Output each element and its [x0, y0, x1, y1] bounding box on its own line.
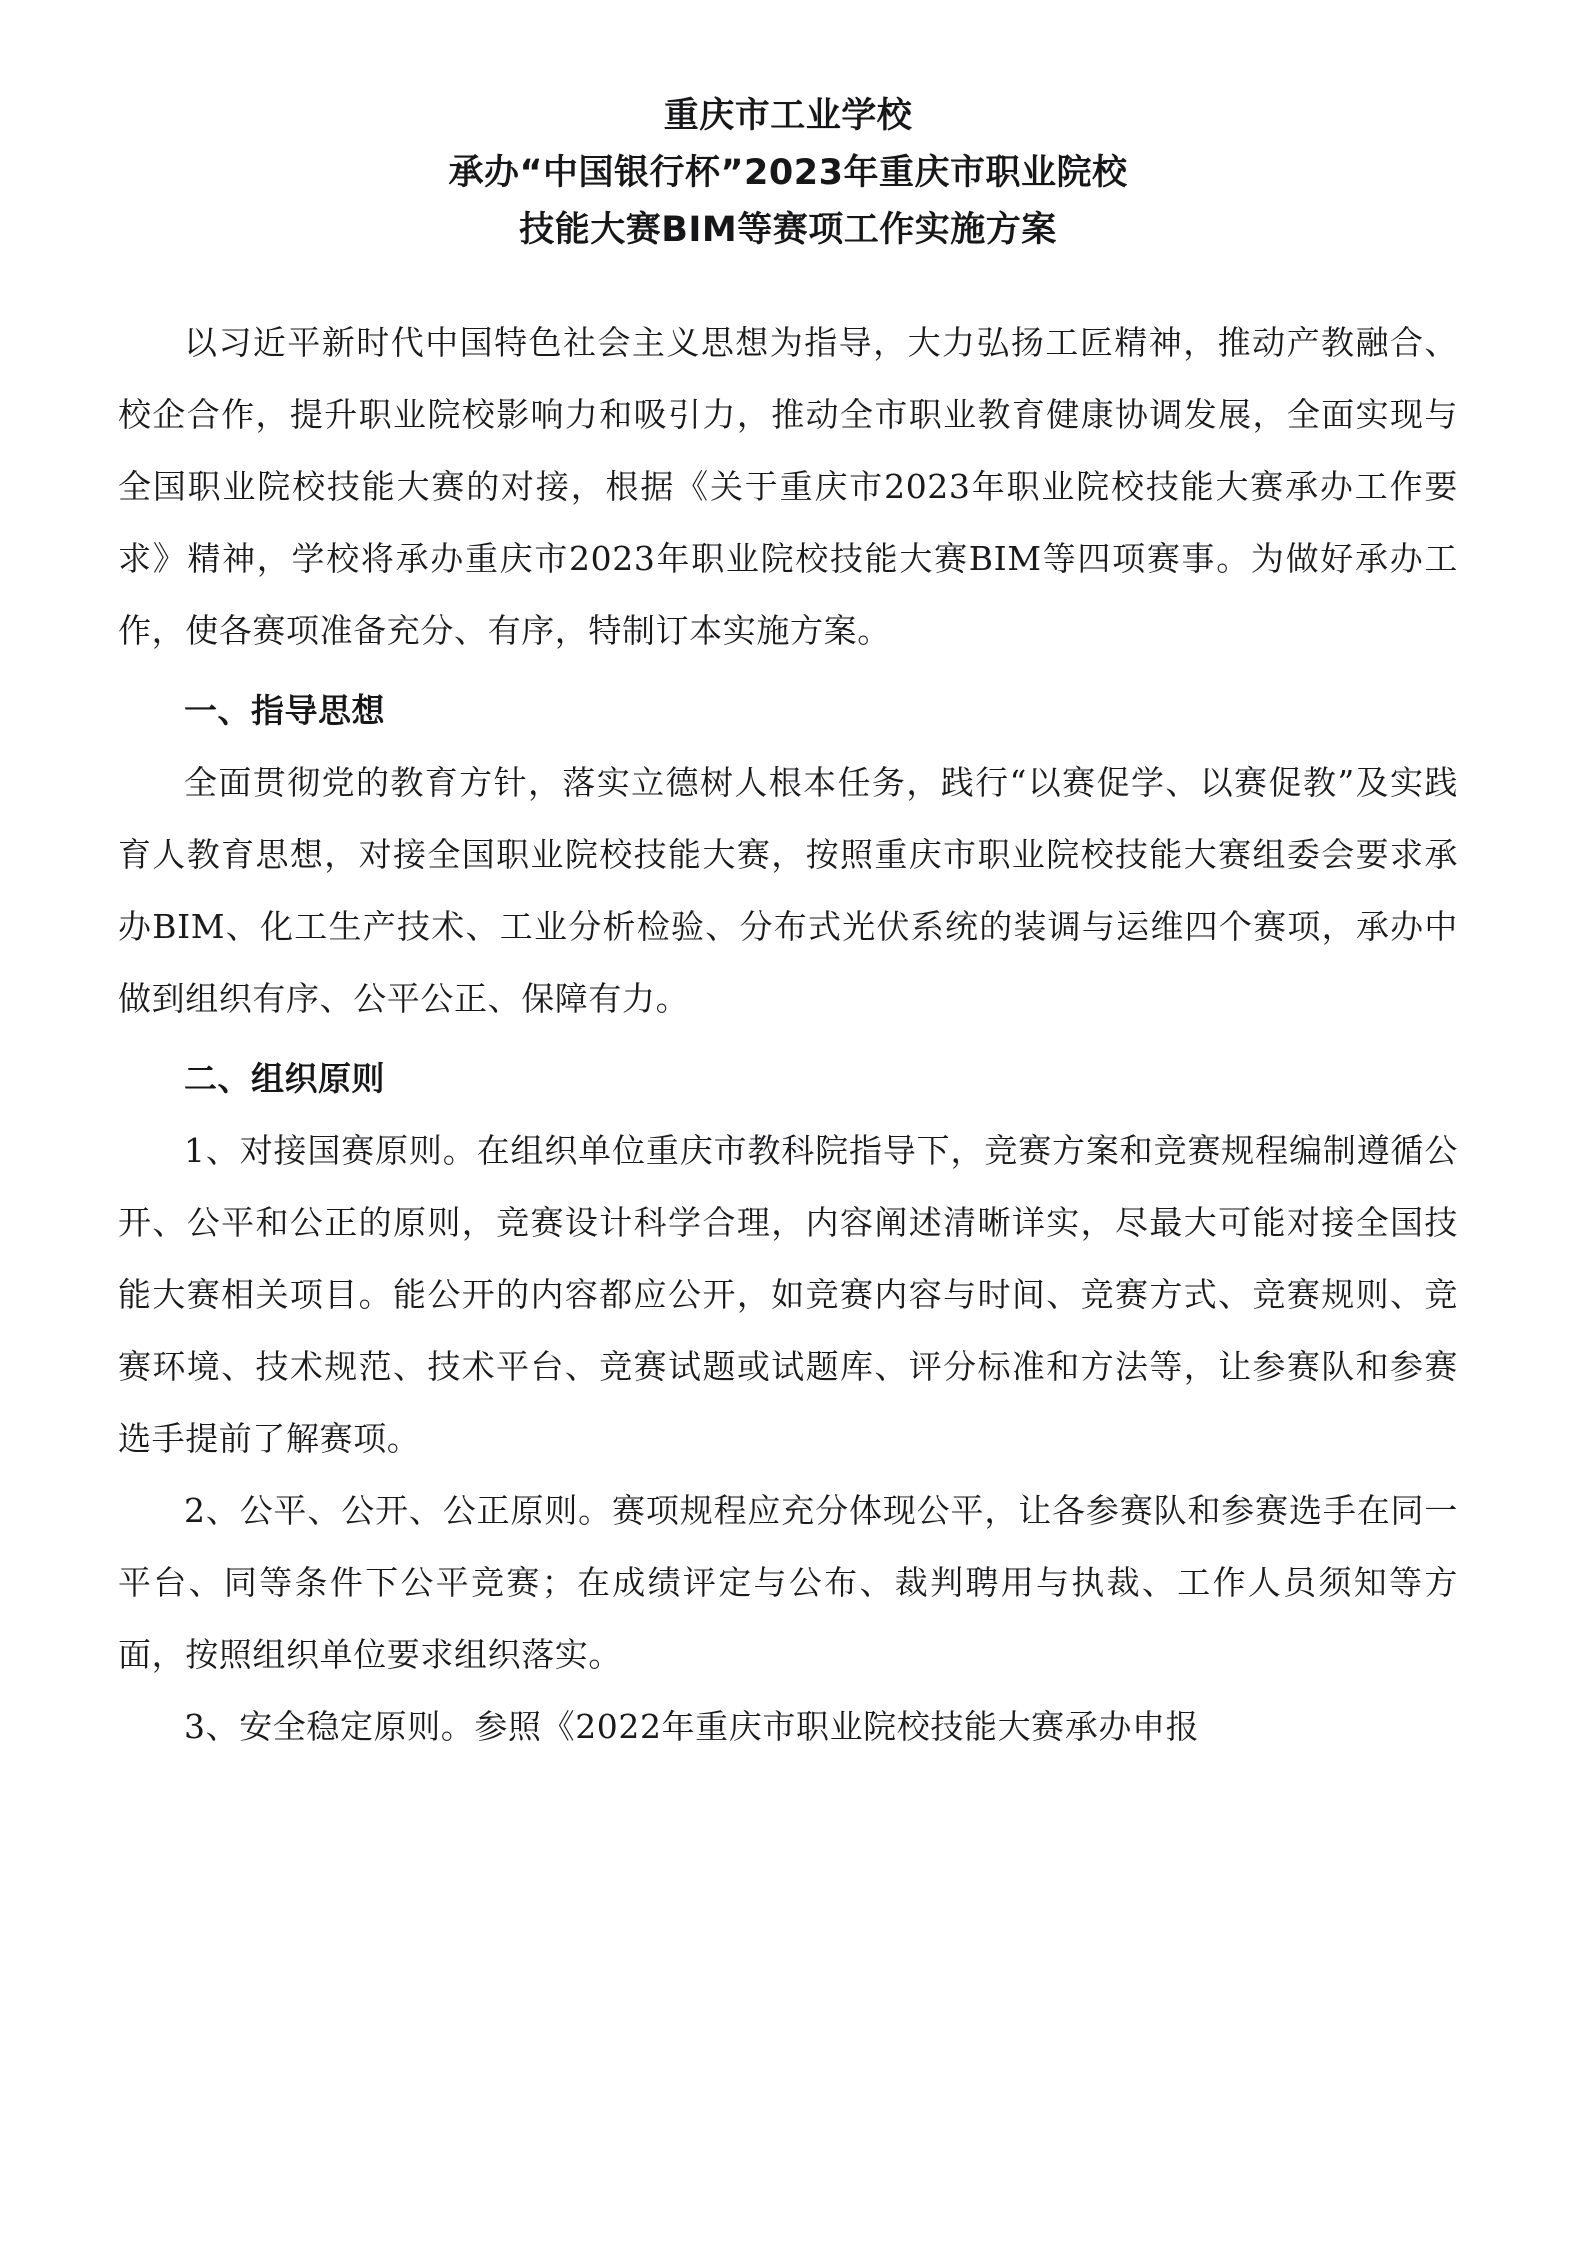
section-heading-guiding-ideology: 一、指导思想: [184, 691, 385, 730]
title-line-1: 重庆市工业学校: [663, 96, 913, 136]
section-2-paragraph-2: 2、公平、公开、公正原则。赛项规程应充分体现公平，让各参赛队和参赛选手在同一平台、同等条件下公平竞赛；在成绩评定与公布、裁判聘用与执裁、工作人员须知等方面，按照组织单位要求组织落实。: [118, 1491, 1458, 1674]
spacer: [118, 667, 1458, 675]
title-line-3: 技能大赛BIM等赛项工作实施方案: [519, 210, 1057, 250]
section-heading-organizing-principles: 二、组织原则: [184, 1059, 385, 1098]
section-2-paragraph-3: 3、安全稳定原则。参照《2022年重庆市职业院校技能大赛承办申报: [184, 1707, 1200, 1746]
section-1-paragraph-1: 全面贯彻党的教育方针，落实立德树人根本任务，践行“以赛促学、以赛促教”及实践育人教育思想，对接全国职业院校技能大赛，按照重庆市职业院校技能大赛组委会要求承办BIM、化工生产技术、工业分析检验、分布式光伏系统的装调与运维四个赛项，承办中做到组织有序、公平公正、保障有力。: [118, 763, 1458, 1018]
title-line-2: 承办“中国银行杯”2023年重庆市职业院校: [448, 153, 1128, 193]
document-content: [118, 0, 1458, 1763]
preamble-paragraph: 以习近平新时代中国特色社会主义思想为指导，大力弘扬工匠精神，推动产教融合、校企合作，提升职业院校影响力和吸引力，推动全市职业教育健康协调发展，全面实现与全国职业院校技能大赛的对接，根据《关于重庆市2023年职业院校技能大赛承办工作要求》精神，学校将承办重庆市2023年职业院校技能大赛BIM等四项赛事。为做好承办工作，使各赛项准备充分、有序，特制订本实施方案。: [118, 323, 1458, 650]
section-2-paragraph-1: 1、对接国赛原则。在组织单位重庆市教科院指导下，竞赛方案和竞赛规程编制遵循公开、公平和公正的原则，竞赛设计科学合理，内容阐述清晰详实，尽最大可能对接全国技能大赛相关项目。能公开的内容都应公开，如竞赛内容与时间、竞赛方式、竞赛规则、竞赛环境、技术规范、技术平台、竞赛试题或试题库、评分标准和方法等，让参赛队和参赛选手提前了解赛项。: [118, 1131, 1458, 1458]
spacer: [118, 1035, 1458, 1043]
document-title-block: [118, 0, 1458, 259]
